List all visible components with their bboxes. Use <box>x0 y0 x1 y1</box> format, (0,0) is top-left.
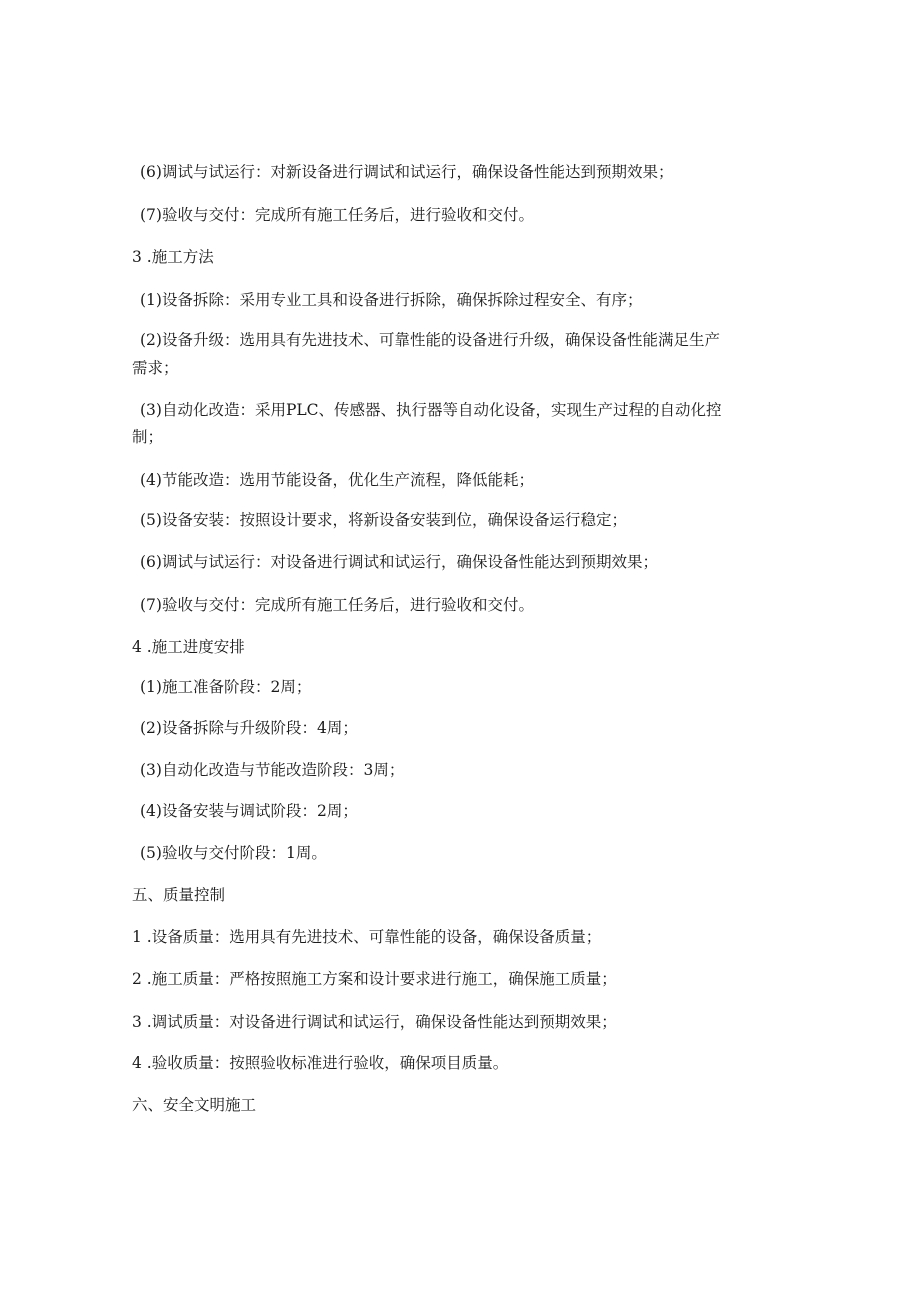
list-item: (4)节能改造：选用节能设备，优化生产流程，降低能耗； <box>140 471 534 489</box>
list-item: (1)设备拆除：采用专业工具和设备进行拆除，确保拆除过程安全、有序； <box>140 291 643 309</box>
list-item-continuation: 需求； <box>132 359 179 377</box>
list-item: (6)调试与试运行：对设备进行调试和试运行，确保设备性能达到预期效果； <box>140 553 658 571</box>
numbered-item: 4 .验收质量：按照验收标准进行验收，确保项目质量。 <box>132 1054 509 1072</box>
list-item: (4)设备安装与调试阶段：2周； <box>140 802 358 820</box>
numbered-item: 2 .施工质量：严格按照施工方案和设计要求进行施工，确保施工质量； <box>132 970 617 988</box>
section-heading: 3 .施工方法 <box>132 248 214 266</box>
list-item: (2)设备升级：选用具有先进技术、可靠性能的设备进行升级，确保设备性能满足生产 <box>140 331 720 349</box>
list-item: (1)施工准备阶段：2周； <box>140 678 312 696</box>
list-item: (7)验收与交付：完成所有施工任务后，进行验收和交付。 <box>140 206 534 224</box>
list-item: (5)设备安装：按照设计要求，将新设备安装到位，确保设备运行稳定； <box>140 511 627 529</box>
list-item: (5)验收与交付阶段：1周。 <box>140 844 327 862</box>
list-item: (2)设备拆除与升级阶段：4周； <box>140 719 358 737</box>
list-item-continuation: 制； <box>132 428 164 446</box>
list-item: (3)自动化改造：采用PLC、传感器、执行器等自动化设备，实现生产过程的自动化控 <box>140 401 722 419</box>
list-item: (6)调试与试运行：对新设备进行调试和试运行，确保设备性能达到预期效果； <box>140 163 674 181</box>
numbered-item: 1 .设备质量：选用具有先进技术、可靠性能的设备，确保设备质量； <box>132 928 602 946</box>
numbered-item: 3 .调试质量：对设备进行调试和试运行，确保设备性能达到预期效果； <box>132 1013 617 1031</box>
list-item: (7)验收与交付：完成所有施工任务后，进行验收和交付。 <box>140 596 534 614</box>
section-heading: 六、安全文明施工 <box>132 1096 257 1114</box>
section-heading: 五、质量控制 <box>132 886 226 904</box>
list-item: (3)自动化改造与节能改造阶段：3周； <box>140 761 405 779</box>
section-heading: 4 .施工进度安排 <box>132 638 245 656</box>
